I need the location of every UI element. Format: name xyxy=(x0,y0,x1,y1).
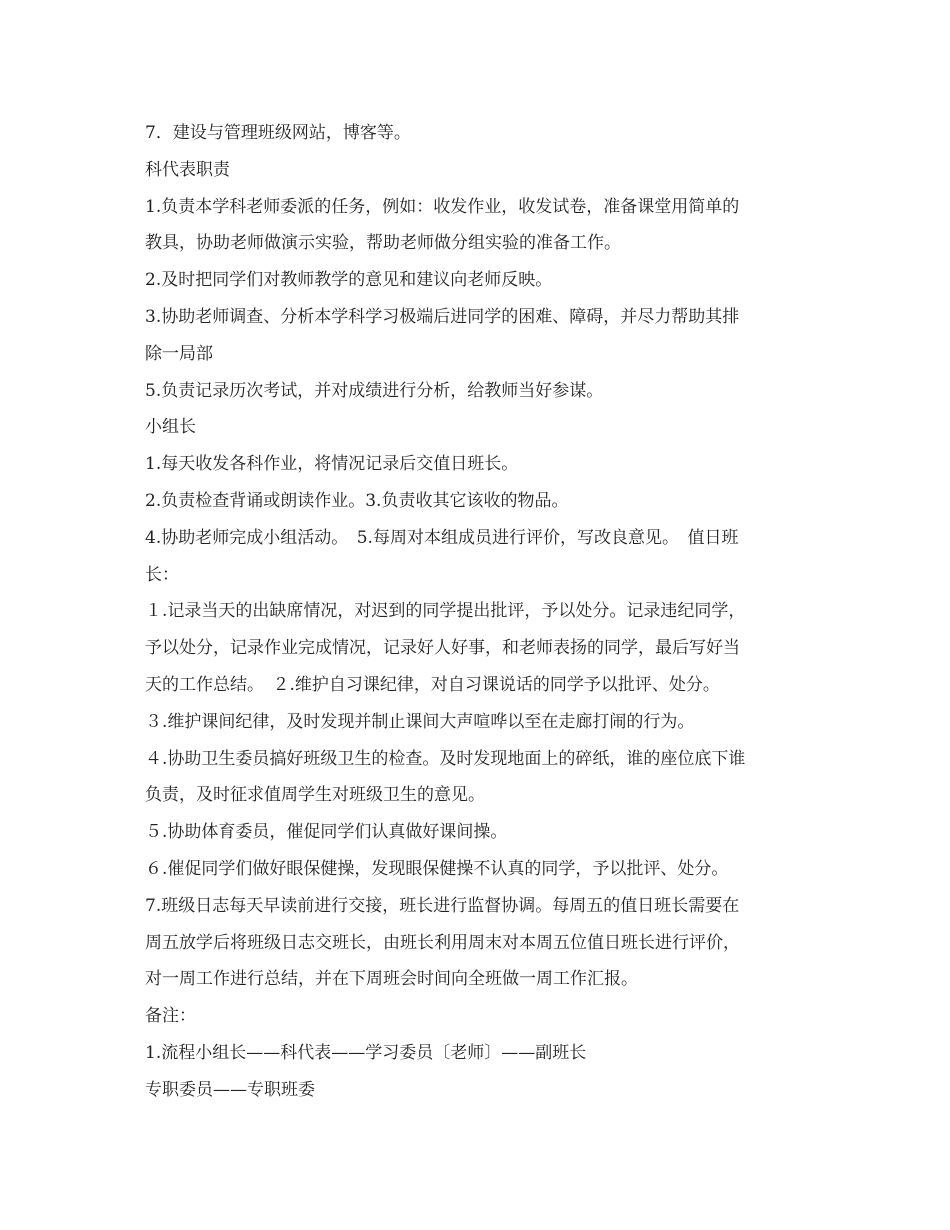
text-line: 7．建设与管理班级网站，博客等。 xyxy=(145,123,411,143)
text-line: 3.协助老师调查、分析本学科学习极端后进同学的困难、障碍，并尽力帮助其排 xyxy=(145,306,740,327)
text-line: 除一局部 xyxy=(145,343,213,364)
document-body xyxy=(145,115,815,1109)
text-line: ４.协助卫生委员搞好班级卫生的检查。及时发现地面上的碎纸，谁的座位底下谁 xyxy=(145,748,746,769)
text-line: 5.负责记录历次考试，并对成绩进行分析，给教师当好参谋。 xyxy=(145,380,604,401)
text-line: ３.维护课间纪律，及时发现并制止课间大声喧哗以至在走廊打闹的行为。 xyxy=(145,711,695,732)
text-line: ５.协助体育委员，催促同学们认真做好课间操。 xyxy=(145,822,508,843)
section-heading-notes: 备注： xyxy=(145,1006,196,1027)
section-heading-group-leader: 小组长 xyxy=(145,417,196,438)
text-line: 长： xyxy=(145,564,179,585)
text-line: 天的工作总结。 ２.维护自习课纪律，对自习课说话的同学予以批评、处分。 xyxy=(145,674,720,695)
text-line: 周五放学后将班级日志交班长，由班长利用周末对本周五位值日班长进行评价， xyxy=(145,932,740,953)
text-line: 4.协助老师完成小组活动。 5.每周对本组成员进行评价，写改良意见。 值日班 xyxy=(145,527,739,548)
text-line: ６.催促同学们做好眼保健操，发现眼保健操不认真的同学，予以批评、处分。 xyxy=(145,858,729,879)
text-line: 2.及时把同学们对教师教学的意见和建议向老师反映。 xyxy=(145,270,553,291)
text-line: 予以处分，记录作业完成情况，记录好人好事，和老师表扬的同学，最后写好当 xyxy=(145,638,740,659)
section-heading-subject-rep: 科代表职责 xyxy=(145,159,230,180)
text-line: 2.负责检查背诵或朗读作业。3.负责收其它该收的物品。 xyxy=(145,490,569,511)
text-line: 1.负责本学科老师委派的任务，例如：收发作业，收发试卷，准备课堂用简单的 xyxy=(145,196,740,217)
text-line: 对一周工作进行总结，并在下周班会时间向全班做一周工作汇报。 xyxy=(145,969,638,990)
text-line: 负责，及时征求值周学生对班级卫生的意见。 xyxy=(145,785,485,806)
text-line: １.记录当天的出缺席情况，对迟到的同学提出批评，予以处分。记录违纪同学， xyxy=(145,601,746,622)
text-line: 1.流程小组长——科代表——学习委员〔老师〕——副班长 xyxy=(145,1042,587,1063)
text-line: 7.班级日志每天早读前进行交接，班长进行监督协调。每周五的值日班长需要在 xyxy=(145,895,740,916)
text-line: 1.每天收发各科作业，将情况记录后交值日班长。 xyxy=(145,454,519,475)
text-line: 专职委员——专职班委 xyxy=(145,1079,315,1100)
text-line: 教具，协助老师做演示实验，帮助老师做分组实验的准备工作。 xyxy=(145,233,621,254)
